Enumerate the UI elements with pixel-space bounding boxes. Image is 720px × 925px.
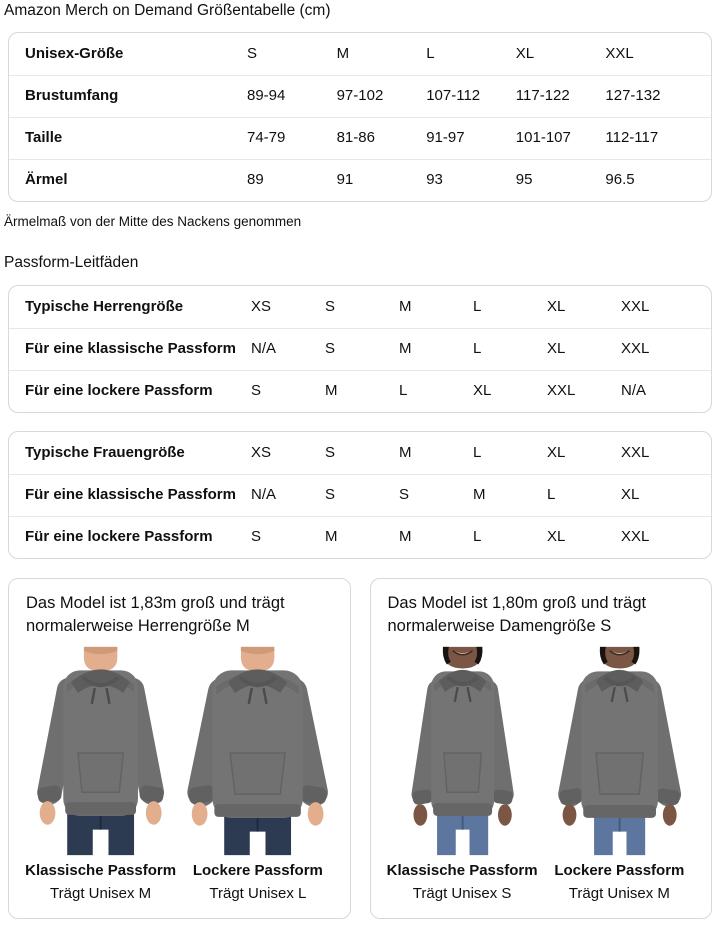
model-description: Das Model ist 1,83m groß und trägt normalerweise Herrengröße M xyxy=(26,593,285,636)
figure-classic-fit xyxy=(384,646,541,903)
male-model-loose-fit-photo xyxy=(179,646,336,856)
row-label: Brustumfang xyxy=(25,87,119,105)
figures-row xyxy=(384,646,699,903)
male-model-classic-fit-photo xyxy=(22,646,179,856)
figure-subcaption: Trägt Unisex M xyxy=(568,885,670,903)
cell-value: XXL xyxy=(621,443,650,461)
figure-caption: Klassische Passform xyxy=(386,862,538,880)
cell-value: 112-117 xyxy=(605,129,659,147)
cell-value: S xyxy=(251,382,262,400)
cell-value: 91 xyxy=(336,171,354,189)
cell-value: XL xyxy=(547,443,566,461)
cell-value: 93 xyxy=(426,171,443,189)
cell-value: 91-97 xyxy=(426,129,465,147)
cell-value: M xyxy=(325,528,338,546)
page-title: Amazon Merch on Demand Größentabelle (cm) xyxy=(4,2,331,19)
figure-subcaption: Trägt Unisex L xyxy=(209,885,307,903)
figure-loose-fit xyxy=(179,646,336,903)
table-row-classic-fit xyxy=(9,474,711,516)
model-cards xyxy=(8,578,712,920)
fit-guides-heading: Passform-Leitfäden xyxy=(4,253,139,271)
unisex-size-table xyxy=(8,32,712,202)
cell-value: S xyxy=(325,340,336,358)
cell-value: XXL xyxy=(621,297,650,315)
cell-value: M xyxy=(325,382,338,400)
row-label: Für eine lockere Passform xyxy=(25,382,213,400)
figure-caption: Lockere Passform xyxy=(192,862,323,880)
model-description: Das Model ist 1,80m groß und trägt normalerweise Damengröße S xyxy=(387,593,647,636)
cell-value: L xyxy=(473,528,482,546)
size-table-header-label: Unisex-Größe xyxy=(25,44,124,62)
figure-subcaption: Trägt Unisex M xyxy=(50,885,152,903)
table-row-waist xyxy=(9,117,711,159)
table-header-row xyxy=(9,33,711,75)
row-label: Für eine klassische Passform xyxy=(25,340,236,358)
row-label: Typische Herrengröße xyxy=(25,297,184,315)
table-row-loose-fit xyxy=(9,516,711,558)
cell-value: S xyxy=(325,297,336,315)
row-label: Taille xyxy=(25,129,63,147)
cell-value: M xyxy=(473,486,486,504)
cell-value: S xyxy=(399,486,410,504)
figure-subcaption: Trägt Unisex S xyxy=(412,885,512,903)
cell-value: L xyxy=(473,443,482,461)
cell-value: 95 xyxy=(515,171,533,189)
cell-value: N/A xyxy=(621,382,647,400)
figures-row xyxy=(22,646,337,903)
cell-value: XXL xyxy=(621,528,650,546)
male-model-card xyxy=(8,578,351,920)
table-row-typical-mens-size xyxy=(9,286,711,328)
row-label: Für eine klassische Passform xyxy=(25,486,236,504)
column-header: L xyxy=(426,44,435,62)
cell-value: 107-112 xyxy=(426,87,481,105)
cell-value: XL xyxy=(473,382,492,400)
cell-value: XS xyxy=(251,297,272,315)
cell-value: M xyxy=(399,340,412,358)
table-row-typical-womens-size xyxy=(9,432,711,474)
cell-value: XL xyxy=(621,486,640,504)
row-label: Ärmel xyxy=(25,171,68,189)
cell-value: 127-132 xyxy=(605,87,661,105)
cell-value: S xyxy=(325,486,336,504)
table-row-sleeve xyxy=(9,159,711,201)
cell-value: XL xyxy=(547,340,566,358)
cell-value: L xyxy=(473,297,482,315)
sleeve-measure-footnote: Ärmelmaß von der Mitte des Nackens genommen xyxy=(4,213,302,229)
cell-value: 117-122 xyxy=(515,87,570,105)
female-model-card xyxy=(370,578,713,920)
cell-value: N/A xyxy=(251,340,277,358)
cell-value: 89 xyxy=(247,171,264,189)
cell-value: XS xyxy=(251,443,272,461)
table-row-classic-fit xyxy=(9,328,711,370)
cell-value: 74-79 xyxy=(247,129,286,147)
female-model-loose-fit-photo xyxy=(541,646,698,856)
womens-fit-guide-table xyxy=(8,431,712,559)
cell-value: 97-102 xyxy=(336,87,384,105)
cell-value: N/A xyxy=(251,486,277,504)
table-row-loose-fit xyxy=(9,370,711,412)
cell-value: S xyxy=(251,528,262,546)
table-row-chest xyxy=(9,75,711,117)
figure-caption: Klassische Passform xyxy=(25,862,177,880)
cell-value: XXL xyxy=(547,382,576,400)
column-header: M xyxy=(336,44,350,62)
cell-value: XL xyxy=(547,528,566,546)
cell-value: M xyxy=(399,443,412,461)
cell-value: M xyxy=(399,297,412,315)
cell-value: XL xyxy=(547,297,566,315)
cell-value: 89-94 xyxy=(247,87,286,105)
row-label: Für eine lockere Passform xyxy=(25,528,213,546)
cell-value: S xyxy=(325,443,336,461)
column-header: XL xyxy=(515,44,535,62)
cell-value: 81-86 xyxy=(336,129,375,147)
cell-value: L xyxy=(473,340,482,358)
column-header: S xyxy=(247,44,258,62)
mens-fit-guide-table xyxy=(8,285,712,413)
cell-value: 96.5 xyxy=(605,171,635,189)
row-label: Typische Frauengröße xyxy=(25,443,185,461)
cell-value: M xyxy=(399,528,412,546)
cell-value: XXL xyxy=(621,340,650,358)
cell-value: L xyxy=(547,486,556,504)
cell-value: L xyxy=(399,382,408,400)
figure-caption: Lockere Passform xyxy=(554,862,685,880)
cell-value: 101-107 xyxy=(515,129,571,147)
figure-classic-fit xyxy=(22,646,179,903)
figure-loose-fit xyxy=(541,646,698,903)
female-model-classic-fit-photo xyxy=(384,646,541,856)
column-header: XXL xyxy=(605,44,634,62)
